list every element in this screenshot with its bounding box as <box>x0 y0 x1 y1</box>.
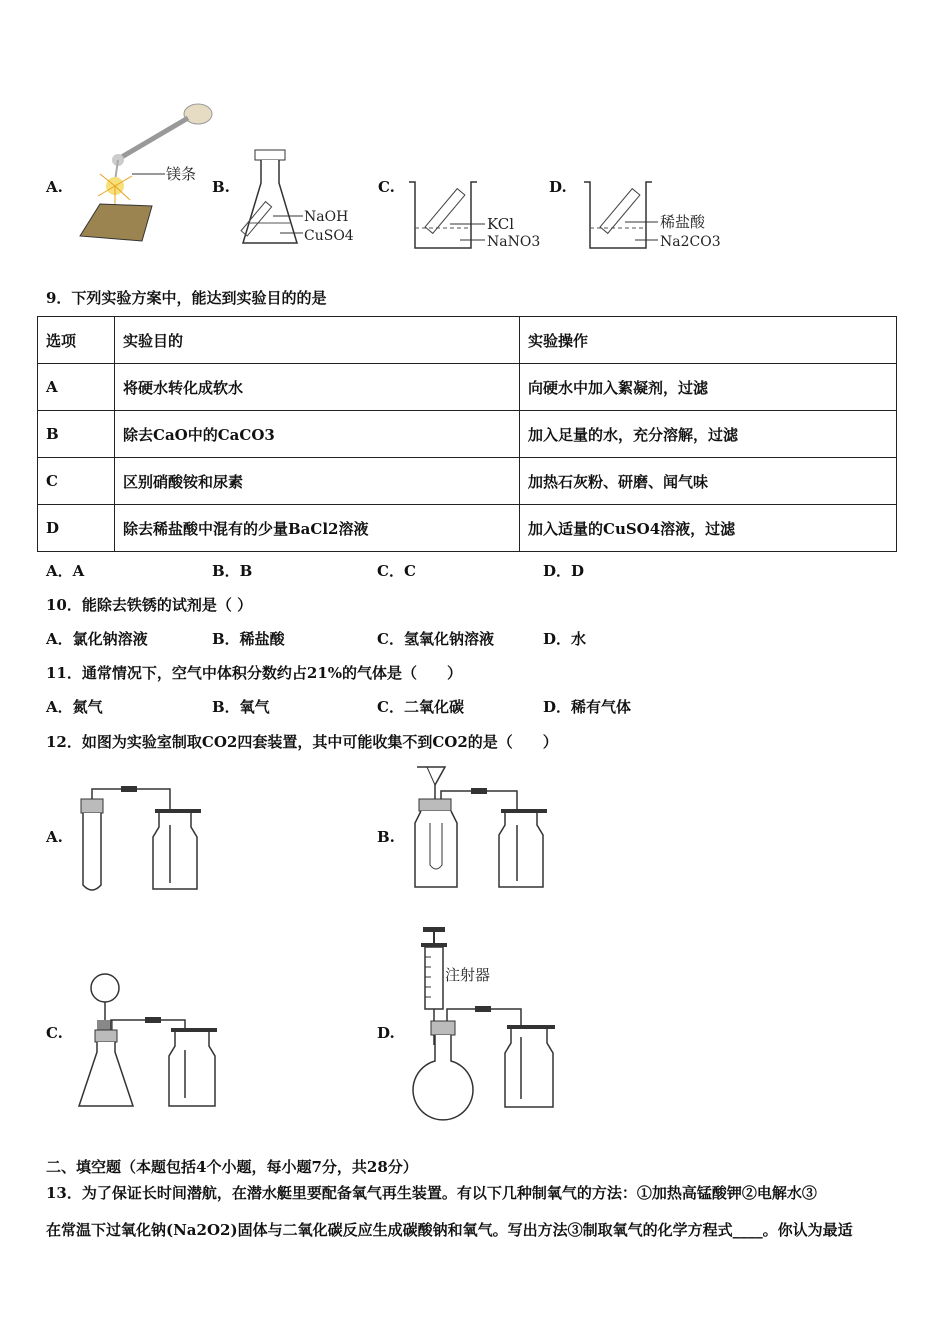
q8-figure-d-beaker <box>580 178 730 258</box>
q8-figure-b-tag1: NaOH <box>304 209 349 225</box>
q9-answer-b: B．B <box>212 562 253 580</box>
q13-line2: 在常温下过氧化钠(Na2O2)固体与二氧化碳反应生成碳酸钠和氧气。写出方法③制取氧气的化学方程式____。你认为最适 <box>46 1221 853 1239</box>
q11-answer-b: B．氧气 <box>212 698 270 716</box>
q9-header-option: 选项 <box>38 317 115 364</box>
q8-figure-d-tag2: Na2CO3 <box>660 234 721 250</box>
q9-stem: 9．下列实验方案中，能达到实验目的的是 <box>46 289 327 307</box>
q11-answer-c: C．二氧化碳 <box>377 698 464 716</box>
q10-answer-d: D．水 <box>543 630 587 648</box>
q8-option-c-label: C. <box>378 178 395 196</box>
q8-option-d-label: D. <box>549 178 567 196</box>
table-row <box>38 317 897 364</box>
q11-answer-d: D．稀有气体 <box>543 698 632 716</box>
q9-answer-a: A．A <box>46 562 85 580</box>
table-cell: 加入足量的水，充分溶解，过滤 <box>520 411 897 458</box>
q9-header-operation: 实验操作 <box>520 317 897 364</box>
table-cell: 加入适量的CuSO4溶液，过滤 <box>520 505 897 552</box>
q12-option-d-label: D. <box>377 1024 395 1042</box>
table-row <box>38 505 897 552</box>
q12-figure-b <box>405 765 555 895</box>
section2-heading: 二、填空题（本题包括4个小题，每小题7分，共28分） <box>46 1158 418 1176</box>
table-cell: 除去稀盐酸中混有的少量BaCl2溶液 <box>115 505 520 552</box>
q12-stem: 12．如图为实验室制取CO2四套装置，其中可能收集不到CO2的是（ ） <box>46 733 558 751</box>
q10-stem: 10．能除去铁锈的试剂是（ ） <box>46 596 253 614</box>
q8-option-b-label: B. <box>212 178 230 196</box>
q9-table <box>37 316 897 552</box>
table-cell: 将硬水转化成软水 <box>115 364 520 411</box>
q9-header-purpose: 实验目的 <box>115 317 520 364</box>
q8-figure-b-flask <box>235 148 370 253</box>
q12-figure-a <box>75 785 215 900</box>
q8-figure-b-tag2: CuSO4 <box>304 228 354 244</box>
q12-option-c-label: C. <box>46 1024 63 1042</box>
q8-figure-a-tag: 镁条 <box>166 165 197 183</box>
q12-figure-d <box>405 925 565 1120</box>
q10-answer-c: C．氢氧化钠溶液 <box>377 630 494 648</box>
q10-answer-a: A．氯化钠溶液 <box>46 630 148 648</box>
table-cell: C <box>38 458 115 505</box>
q13-line1: 13．为了保证长时间潜航，在潜水艇里要配备氧气再生装置。有以下几种制氧气的方法：①加热高锰酸钾②电解水③ <box>46 1184 817 1202</box>
table-row <box>38 364 897 411</box>
table-row <box>38 458 897 505</box>
q8-option-a-label: A. <box>46 178 63 196</box>
table-cell: A <box>38 364 115 411</box>
q12-figure-c <box>75 970 225 1110</box>
table-cell: 加热石灰粉、研磨、闻气味 <box>520 458 897 505</box>
q9-answer-c: C．C <box>377 562 416 580</box>
q8-figure-c-tag2: NaNO3 <box>487 234 541 250</box>
q8-figure-c-beaker <box>405 178 555 258</box>
table-cell: 除去CaO中的CaCO3 <box>115 411 520 458</box>
table-cell: B <box>38 411 115 458</box>
table-cell: 区别硝酸铵和尿素 <box>115 458 520 505</box>
q11-stem: 11．通常情况下，空气中体积分数约占21%的气体是（ ） <box>46 664 463 682</box>
q8-figure-c-tag1: KCl <box>487 215 515 233</box>
table-row <box>38 411 897 458</box>
q11-answer-a: A．氮气 <box>46 698 103 716</box>
q8-figure-d-tag1: 稀盐酸 <box>660 213 706 231</box>
q10-answer-b: B．稀盐酸 <box>212 630 285 648</box>
q9-answer-d: D．D <box>543 562 585 580</box>
q12-syringe-label: 注射器 <box>445 966 491 984</box>
q12-option-b-label: B. <box>377 828 395 846</box>
q8-figure-a <box>70 96 220 246</box>
q12-option-a-label: A. <box>46 828 63 846</box>
table-cell: 向硬水中加入絮凝剂，过滤 <box>520 364 897 411</box>
table-cell: D <box>38 505 115 552</box>
